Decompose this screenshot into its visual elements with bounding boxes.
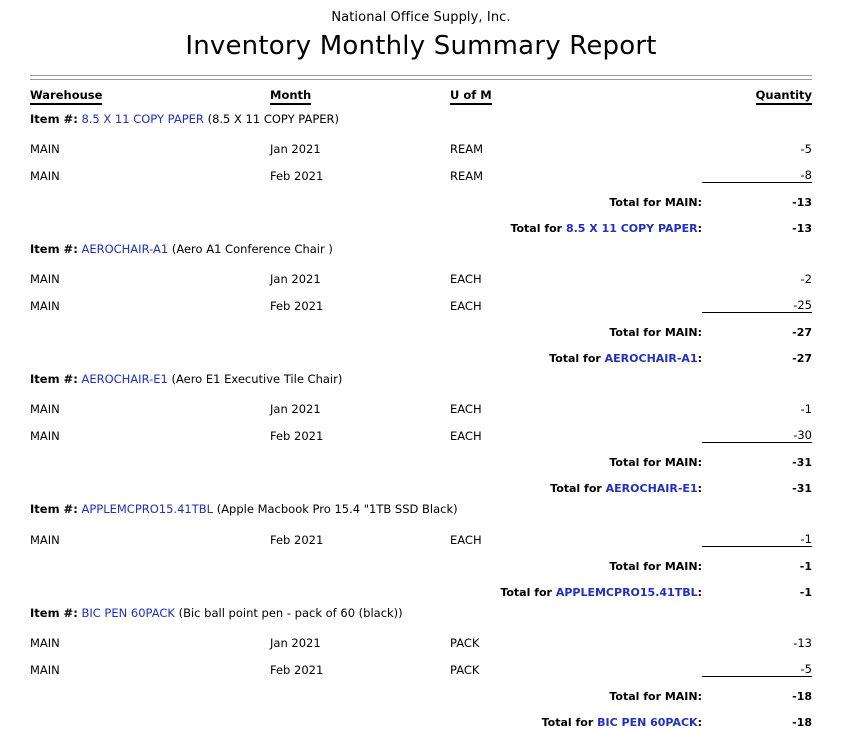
cell-warehouse: MAIN xyxy=(30,142,60,156)
item-total-prefix: Total for xyxy=(500,586,552,599)
cell-spacer xyxy=(580,650,702,677)
item-number-label: Item #: xyxy=(30,242,78,256)
table-row xyxy=(30,416,812,443)
cell-quantity: -13 xyxy=(793,636,812,650)
warehouse-subtotal-quantity: -13 xyxy=(702,183,812,210)
item-total-code: AEROCHAIR-E1 xyxy=(605,482,698,495)
cell-uom: PACK xyxy=(450,636,480,650)
cell-month: Feb 2021 xyxy=(270,428,324,443)
warehouse-subtotal-quantity: -31 xyxy=(702,443,812,470)
cell-warehouse: MAIN xyxy=(30,272,60,286)
item-total-quantity: -1 xyxy=(799,586,812,599)
cell-quantity: -5 xyxy=(800,142,812,156)
warehouse-subtotal-label: Total for MAIN: xyxy=(609,196,702,209)
cell-month: Feb 2021 xyxy=(270,532,324,547)
item-total-prefix: Total for xyxy=(550,482,602,495)
cell-spacer xyxy=(580,286,702,313)
warehouse-subtotal-quantity: -1 xyxy=(702,547,812,574)
table-body xyxy=(30,105,812,729)
column-header-quantity-text: Quantity xyxy=(756,88,812,105)
cell-month: Jan 2021 xyxy=(270,636,321,650)
cell-quantity: -30 xyxy=(793,428,812,442)
cell-quantity: -1 xyxy=(800,532,812,546)
cell-uom: EACH xyxy=(450,532,482,547)
cell-month: Jan 2021 xyxy=(270,402,321,416)
item-group-header xyxy=(30,495,812,520)
cell-warehouse: MAIN xyxy=(30,402,60,416)
cell-spacer xyxy=(580,624,702,650)
table-row xyxy=(30,520,812,547)
item-description: (Aero A1 Conference Chair ) xyxy=(171,242,333,256)
item-total-label xyxy=(30,703,702,729)
warehouse-subtotal-label: Total for MAIN: xyxy=(609,326,702,339)
item-number-label: Item #: xyxy=(30,606,78,620)
cell-uom: REAM xyxy=(450,168,484,183)
item-total-prefix: Total for xyxy=(541,716,594,729)
cell-warehouse: MAIN xyxy=(30,298,60,313)
item-total-code: 8.5 X 11 COPY PAPER xyxy=(565,222,698,235)
item-group-header-cell xyxy=(30,105,812,130)
item-total-quantity: -31 xyxy=(792,482,812,495)
item-total-row xyxy=(30,339,812,365)
cell-month: Feb 2021 xyxy=(270,168,324,183)
report-table-area xyxy=(30,80,812,729)
cell-warehouse: MAIN xyxy=(30,636,60,650)
item-total-prefix: Total for xyxy=(510,222,563,235)
inventory-table xyxy=(30,86,812,729)
item-total-row xyxy=(30,573,812,599)
cell-uom: REAM xyxy=(450,142,484,156)
item-total-quantity: -27 xyxy=(792,352,812,365)
item-total-suffix: : xyxy=(697,716,702,729)
item-total-row xyxy=(30,469,812,495)
item-total-prefix: Total for xyxy=(549,352,601,365)
cell-spacer xyxy=(580,416,702,443)
item-description: (Apple Macbook Pro 15.4 "1TB SSD Black) xyxy=(216,502,458,516)
item-group-header xyxy=(30,365,812,390)
cell-spacer xyxy=(580,390,702,416)
cell-uom: EACH xyxy=(450,298,482,313)
item-total-suffix: : xyxy=(697,222,702,235)
table-header xyxy=(30,86,812,105)
item-group-header-cell xyxy=(30,599,812,624)
item-code-link[interactable]: APPLEMCPRO15.41TBL xyxy=(81,502,214,516)
cell-spacer xyxy=(580,260,702,286)
table-row xyxy=(30,390,812,416)
company-name: National Office Supply, Inc. xyxy=(331,10,511,25)
item-group-header xyxy=(30,235,812,260)
page-title: Inventory Monthly Summary Report xyxy=(185,31,657,61)
column-header-warehouse xyxy=(30,86,270,105)
column-header-spacer xyxy=(580,86,702,105)
cell-spacer xyxy=(580,520,702,547)
item-number-label: Item #: xyxy=(30,112,78,126)
warehouse-subtotal-row xyxy=(30,677,812,704)
cell-spacer xyxy=(580,156,702,183)
warehouse-subtotal-row xyxy=(30,547,812,574)
item-total-code: AEROCHAIR-A1 xyxy=(604,352,698,365)
item-total-row xyxy=(30,209,812,235)
cell-month: Feb 2021 xyxy=(270,662,324,677)
table-row xyxy=(30,624,812,650)
column-header-quantity xyxy=(702,86,812,105)
cell-warehouse: MAIN xyxy=(30,168,60,183)
cell-quantity: -8 xyxy=(800,168,812,182)
item-number-label: Item #: xyxy=(30,372,78,386)
column-header-month-text: Month xyxy=(270,88,311,105)
cell-uom: PACK xyxy=(450,662,480,677)
table-row xyxy=(30,260,812,286)
cell-month: Feb 2021 xyxy=(270,298,324,313)
table-row xyxy=(30,130,812,156)
cell-warehouse: MAIN xyxy=(30,428,60,443)
table-row xyxy=(30,286,812,313)
item-total-suffix: : xyxy=(697,586,702,599)
column-header-month xyxy=(270,86,450,105)
item-total-quantity: -18 xyxy=(792,716,812,729)
cell-quantity: -5 xyxy=(800,662,812,676)
item-group-header-cell xyxy=(30,365,812,390)
table-row xyxy=(30,650,812,677)
cell-quantity: -25 xyxy=(793,298,812,312)
item-group-header-cell xyxy=(30,235,812,260)
item-total-row xyxy=(30,703,812,729)
item-total-label xyxy=(30,339,702,365)
warehouse-subtotal-label: Total for MAIN: xyxy=(609,560,702,573)
cell-quantity: -2 xyxy=(800,272,812,286)
item-group-header xyxy=(30,599,812,624)
warehouse-subtotal-label: Total for MAIN: xyxy=(609,456,702,469)
item-total-quantity: -13 xyxy=(792,222,812,235)
cell-uom: EACH xyxy=(450,402,482,416)
cell-quantity: -1 xyxy=(800,402,812,416)
cell-uom: EACH xyxy=(450,428,482,443)
item-group-header xyxy=(30,105,812,130)
cell-spacer xyxy=(580,130,702,156)
item-total-label xyxy=(30,573,702,599)
item-total-label xyxy=(30,469,702,495)
column-header-warehouse-text: Warehouse xyxy=(30,88,102,105)
warehouse-subtotal-label: Total for MAIN: xyxy=(609,690,702,703)
item-code-link[interactable]: 8.5 X 11 COPY PAPER xyxy=(81,112,204,126)
item-code-link[interactable]: BIC PEN 60PACK xyxy=(81,606,175,620)
column-header-uom xyxy=(450,86,580,105)
cell-uom: EACH xyxy=(450,272,482,286)
item-description: (Aero E1 Executive Tile Chair) xyxy=(171,372,343,386)
cell-warehouse: MAIN xyxy=(30,532,60,547)
cell-warehouse: MAIN xyxy=(30,662,60,677)
column-header-uom-text: U of M xyxy=(450,88,492,105)
item-code-link[interactable]: AEROCHAIR-A1 xyxy=(81,242,169,256)
warehouse-subtotal-row xyxy=(30,313,812,340)
warehouse-subtotal-row xyxy=(30,183,812,210)
item-group-header-cell xyxy=(30,495,812,520)
warehouse-subtotal-quantity: -27 xyxy=(702,313,812,340)
item-code-link[interactable]: AEROCHAIR-E1 xyxy=(81,372,168,386)
item-number-label: Item #: xyxy=(30,502,78,516)
warehouse-subtotal-row xyxy=(30,443,812,470)
cell-month: Jan 2021 xyxy=(270,272,321,286)
item-description: (8.5 X 11 COPY PAPER) xyxy=(207,112,340,126)
cell-month: Jan 2021 xyxy=(270,142,321,156)
item-total-suffix: : xyxy=(697,352,702,365)
item-total-code: BIC PEN 60PACK xyxy=(597,716,698,729)
table-row xyxy=(30,156,812,183)
warehouse-subtotal-quantity: -18 xyxy=(702,677,812,704)
item-description: (Bic ball point pen - pack of 60 (black)) xyxy=(178,606,403,620)
item-total-code: APPLEMCPRO15.41TBL xyxy=(555,586,698,599)
item-total-suffix: : xyxy=(697,482,702,495)
item-total-label xyxy=(30,209,702,235)
